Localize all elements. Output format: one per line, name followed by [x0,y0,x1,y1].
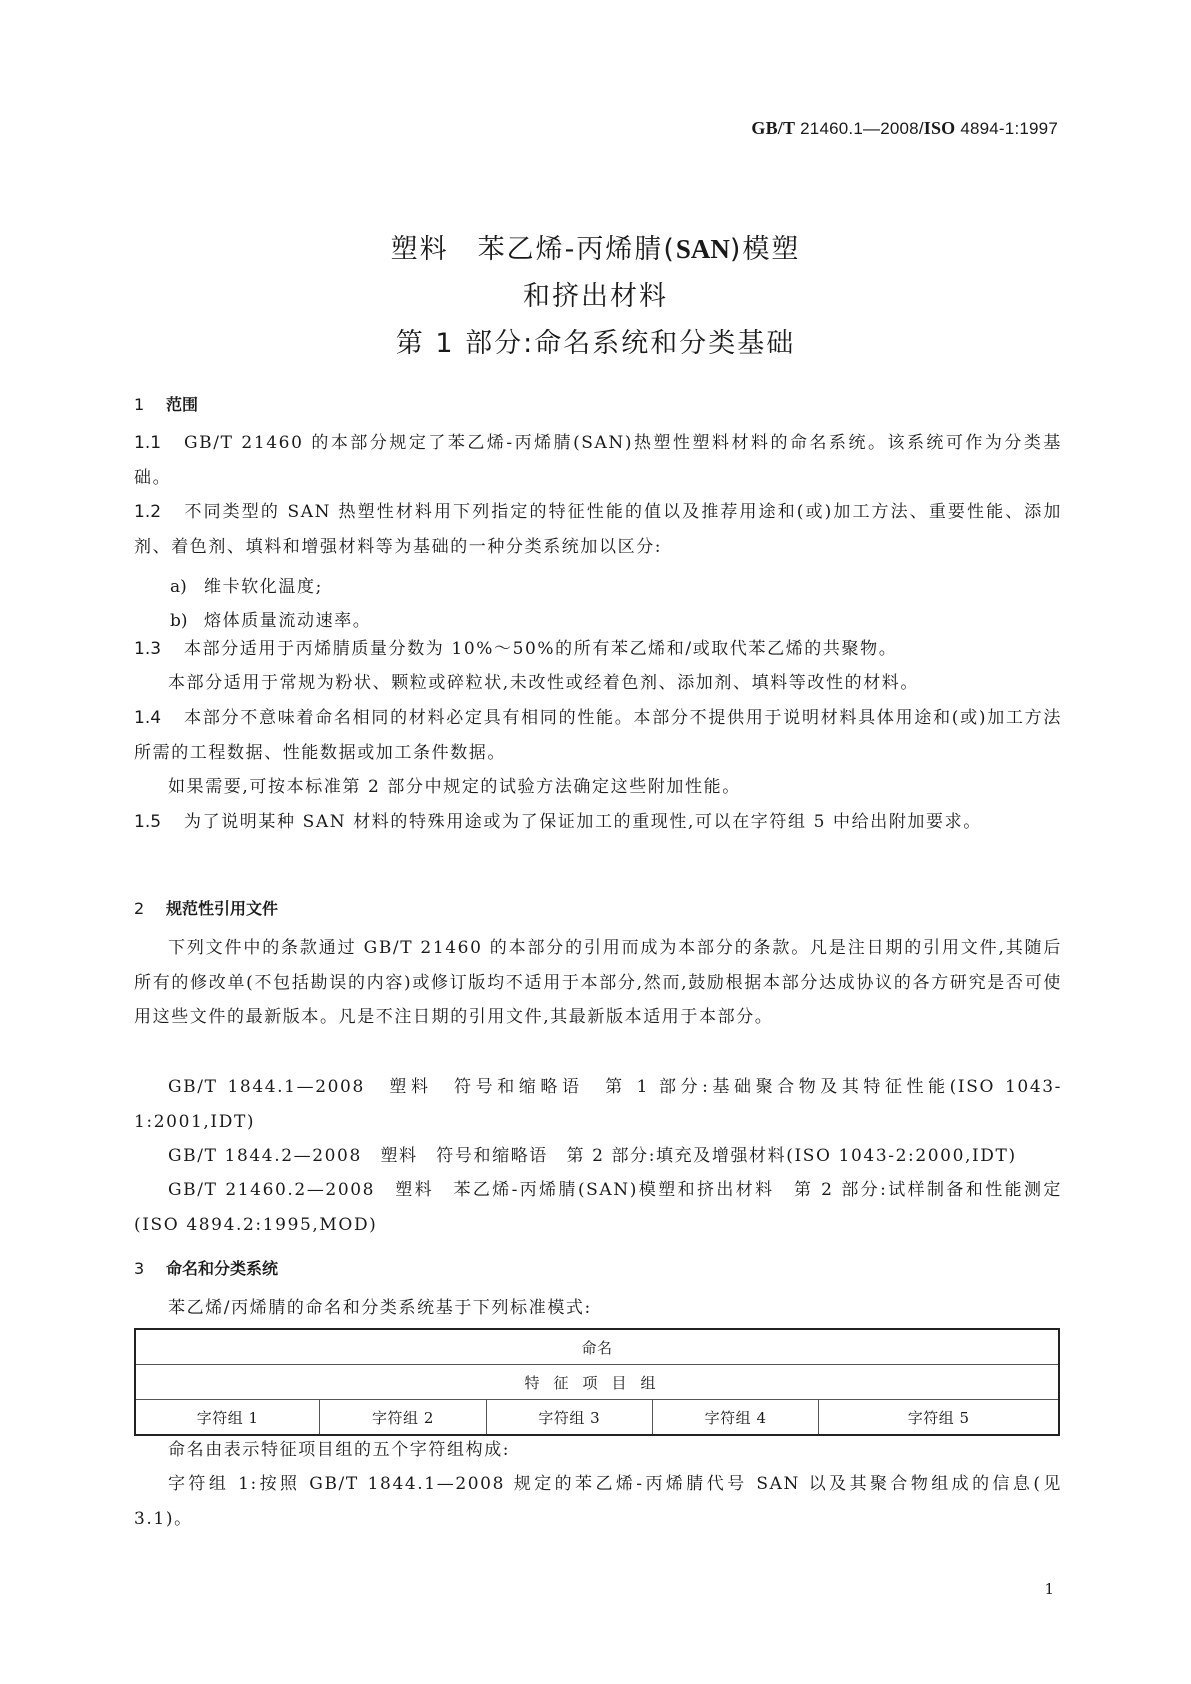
clause-1-4-para2: 如果需要,可按本标准第 2 部分中规定的试验方法确定这些附加性能。 [168,777,741,797]
title-line-1b: )模塑 [729,234,801,265]
designation-composition-text: 命名由表示特征项目组的五个字符组构成: [168,1440,511,1460]
clause-1-4 [134,701,1062,770]
header-iso-prefix: ISO [923,118,956,138]
clause-1-3 [134,632,1062,667]
header-prefix: GB/T [751,118,796,138]
clause-label: 1.3 [134,639,162,659]
title-line-1 [0,226,1191,273]
section-title: 范围 [166,395,199,414]
list-text: 熔体质量流动速率。 [204,611,372,631]
section-title: 命名和分类系统 [166,1259,279,1278]
title-line-2: 和挤出材料 [523,281,668,312]
clause-text: 本部分不意味着命名相同的材料必定具有相同的性能。本部分不提供用于说明材料具体用途和(或)加工方法所需的工程数据、性能数据或加工条件数据。 [134,708,1062,763]
clause-text: GB/T 21460 的本部分规定了苯乙烯-丙烯腈(SAN)热塑性塑料材料的命名系统。该系统可作为分类基础。 [134,433,1062,488]
table-cell-designation: 命名 [135,1329,1059,1365]
section-1-heading [134,392,198,415]
title-san: SAN [675,234,730,264]
table-cell-identity-block: 特征项目组 [135,1365,1059,1400]
clause-text: 本部分适用于丙烯腈质量分数为 10%～50%的所有苯乙烯和/或取代苯乙烯的共聚物。 [184,639,898,659]
title-line-3: 第 1 部分:命名系统和分类基础 [395,328,796,359]
title-line-1a: 塑料 苯乙烯-丙烯腈( [390,234,676,265]
list-marker: b) [170,611,188,631]
section-2-heading [134,896,278,919]
clause-label: 1.5 [134,812,162,832]
clause-label: 1.2 [134,502,162,522]
reference-item-3: GB/T 21460.2—2008 塑料 苯乙烯-丙烯腈(SAN)模塑和挤出材料 第 2 部分:试样制备和性能测定(ISO 4894.2:1995,MOD) [134,1180,1062,1235]
standard-number-header [751,118,1058,139]
reference-item-2: GB/T 1844.2—2008 塑料 符号和缩略语 第 2 部分:填充及增强材料(ISO 1043-2:2000,IDT) [168,1146,1017,1166]
section-number: 2 [134,899,145,918]
data-block-1-text: 字符组 1:按照 GB/T 1844.1—2008 规定的苯乙烯-丙烯腈代号 SAN 以及其聚合物组成的信息(见 3.1)。 [134,1474,1062,1529]
table-cell-group-1: 字符组 1 [135,1400,320,1436]
header-number: 21460.1—2008/ [800,119,924,138]
clause-1-5 [134,805,1062,840]
clause-text: 不同类型的 SAN 热塑性材料用下列指定的特征性能的值以及推荐用途和(或)加工方法、重要性能、添加剂、着色剂、填料和增强材料等为基础的一种分类系统加以区分: [134,502,1062,557]
designation-intro: 苯乙烯/丙烯腈的命名和分类系统基于下列标准模式: [168,1298,592,1318]
section-number: 1 [134,395,145,414]
section-3-heading [134,1256,278,1279]
header-iso-number: 4894-1:1997 [960,119,1058,138]
table-cell-group-2: 字符组 2 [320,1400,486,1436]
clause-1-3-para2: 本部分适用于常规为粉状、颗粒或碎粒状,未改性或经着色剂、添加剂、填料等改性的材料。 [168,673,920,693]
clause-label: 1.4 [134,708,162,728]
table-cell-group-4: 字符组 4 [652,1400,818,1436]
section-title: 规范性引用文件 [166,899,279,918]
table-cell-group-5: 字符组 5 [819,1400,1059,1436]
normative-references-intro: 下列文件中的条款通过 GB/T 21460 的本部分的引用而成为本部分的条款。凡是注日期的引用文件,其随后所有的修改单(不包括勘误的内容)或修订版均不适用于本部分,然而,鼓励根据本部分达成协议的各方研究是否可使用这些文件的最新版本。凡是不注日期的引用文件,其最新版本适用于本部分。 [134,938,1062,1027]
clause-label: 1.1 [134,433,162,453]
page-number: 1 [1044,1580,1054,1598]
table-cell-group-3: 字符组 3 [486,1400,652,1436]
document-title [0,226,1191,367]
section-number: 3 [134,1259,145,1278]
clause-text: 为了说明某种 SAN 材料的特殊用途或为了保证加工的重现性,可以在字符组 5 中给出附加要求。 [184,812,982,832]
list-item-b [170,606,371,631]
designation-pattern-table [134,1328,1060,1436]
list-item-a [170,572,323,597]
list-marker: a) [170,577,187,597]
reference-item-1: GB/T 1844.1—2008 塑料 符号和缩略语 第 1 部分:基础聚合物及其特征性能(ISO 1043-1:2001,IDT) [134,1077,1062,1132]
list-text: 维卡软化温度; [204,577,323,597]
clause-1-2 [134,495,1062,564]
clause-1-1 [134,426,1062,495]
